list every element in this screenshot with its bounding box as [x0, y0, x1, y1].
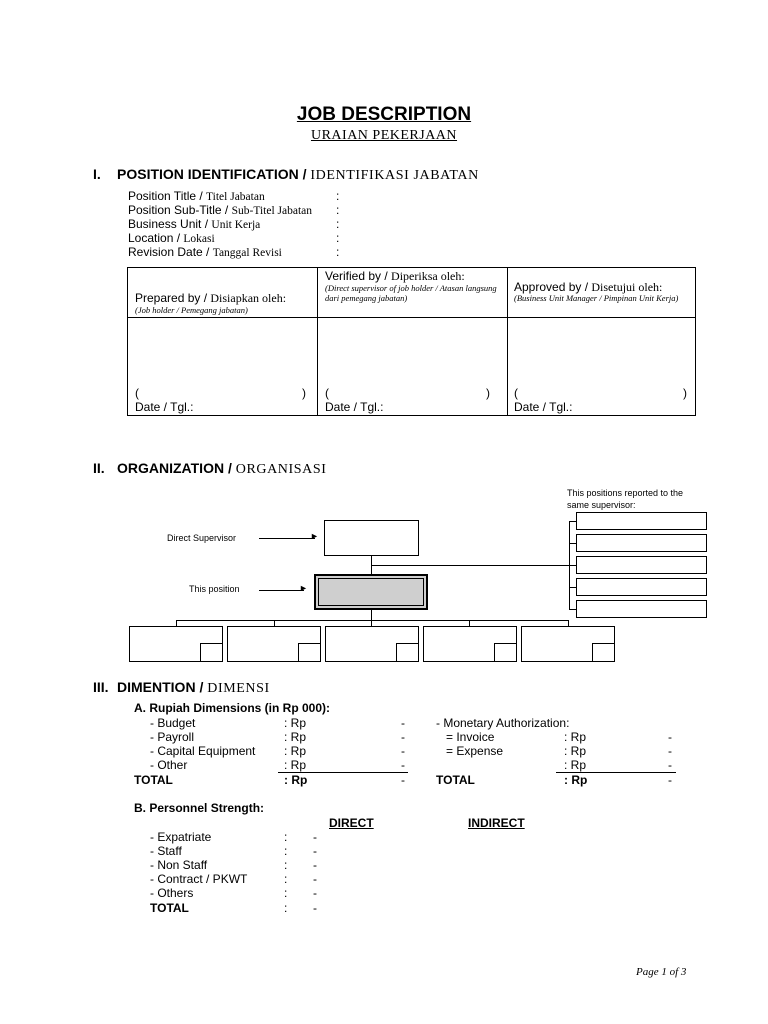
signature-prepared — [128, 268, 318, 415]
peer-box — [576, 600, 707, 618]
rupiah-rp: : Rp — [564, 730, 587, 744]
rupiah-label: - Other — [150, 758, 188, 772]
subordinate-box — [227, 626, 321, 662]
position-field-colons — [336, 189, 339, 259]
open-paren: ( — [514, 386, 518, 400]
subordinate-box — [325, 626, 419, 662]
prepared-sublabel: (Job holder / Pemegang jabatan) — [135, 305, 248, 315]
rupiah-total-rp: : Rp — [284, 773, 308, 787]
position-fields — [128, 189, 312, 259]
section-1-number: I. — [93, 166, 101, 182]
field-row: Position Sub-Title / Sub-Titel Jabatan — [128, 203, 313, 217]
date-label: Date / Tgl.: — [514, 400, 573, 414]
verified-sublabel: (Direct supervisor of job holder / Atasan langsung dari pemegang jabatan) — [325, 283, 497, 303]
rupiah-rp: : Rp — [564, 758, 587, 772]
field-colon: : — [336, 231, 340, 245]
personnel-total-label: TOTAL — [150, 901, 189, 915]
supervisor-arrow-line — [259, 538, 315, 539]
connector-line — [371, 565, 570, 566]
document-subtitle: URAIAN PEKERJAAN — [310, 128, 458, 143]
supervisor-box — [324, 520, 419, 556]
rupiah-value: - — [401, 758, 405, 772]
this-position-label: This position — [189, 584, 240, 594]
subordinate-count-box — [592, 643, 615, 662]
personnel-total-colon: : — [284, 901, 288, 915]
field-row: Business Unit / Unit Kerja — [128, 217, 261, 231]
field-colon: : — [336, 203, 340, 217]
rupiah-heading: A. Rupiah Dimensions (in Rp 000): — [134, 701, 331, 715]
connector-line — [569, 565, 576, 566]
subordinate-count-box — [396, 643, 419, 662]
close-paren: ) — [683, 386, 687, 400]
this-position-box — [314, 574, 428, 610]
rupiah-value: - — [401, 744, 405, 758]
rupiah-label: = Expense — [446, 744, 504, 758]
direct-supervisor-label: Direct Supervisor — [167, 533, 237, 543]
open-paren: ( — [135, 386, 139, 400]
peer-box — [576, 578, 707, 596]
subordinate-count-box — [298, 643, 321, 662]
personnel-colon: : — [284, 844, 288, 858]
signature-approved — [508, 268, 695, 415]
document-title: JOB DESCRIPTION — [296, 104, 472, 125]
connector-line — [569, 543, 576, 544]
field-row: Location / Lokasi — [128, 231, 215, 245]
rupiah-total-value: - — [401, 773, 405, 787]
rupiah-total-label: TOTAL — [134, 773, 173, 787]
personnel-heading: B. Personnel Strength: — [134, 801, 265, 815]
rupiah-total-value: - — [668, 773, 672, 787]
section-2-title-en: ORGANIZATION / — [117, 460, 232, 476]
indirect-column-header: INDIRECT — [468, 816, 525, 830]
connector-line — [569, 521, 576, 522]
personnel-value: - — [313, 858, 317, 872]
personnel-value: - — [313, 830, 317, 844]
rupiah-label: - Budget — [150, 716, 196, 730]
field-colon: : — [336, 245, 340, 259]
approved-sublabel: (Business Unit Manager / Pimpinan Unit Kerja) — [514, 293, 679, 303]
field-colon: : — [336, 217, 340, 231]
page-number: Page 1 of 3 — [636, 966, 687, 978]
subordinate-box — [521, 626, 615, 662]
field-row: Revision Date / Tanggal Revisi — [128, 245, 282, 259]
section-1-title-id: IDENTIFIKASI JABATAN — [310, 168, 479, 183]
rupiah-total-label: TOTAL — [436, 773, 475, 787]
section-2-title-id: ORGANISASI — [235, 462, 327, 477]
section-3-number: III. — [93, 679, 109, 695]
verified-label: Verified by / Diperiksa oleh: — [325, 269, 465, 283]
peer-box — [576, 512, 707, 530]
monetary-authorization-label: - Monetary Authorization: — [436, 716, 570, 730]
rupiah-value: - — [668, 758, 672, 772]
personnel-colon: : — [284, 872, 288, 886]
section-1-title-en: POSITION IDENTIFICATION / — [117, 166, 307, 182]
arrow-right-icon: ► — [310, 531, 319, 541]
section-3-heading — [93, 679, 270, 697]
prepared-label: Prepared by / Disiapkan oleh: — [135, 291, 287, 305]
open-paren: ( — [325, 386, 329, 400]
date-label: Date / Tgl.: — [135, 400, 194, 414]
close-paren: ) — [302, 386, 306, 400]
field-row: Position Title / Titel Jabatan — [128, 189, 265, 203]
section-3-title-en: DIMENTION / — [117, 679, 204, 695]
personnel-label: - Others — [150, 886, 194, 900]
section-2-number: II. — [93, 460, 105, 476]
personnel-value: - — [313, 872, 317, 886]
date-label: Date / Tgl.: — [325, 400, 384, 414]
peer-box — [576, 556, 707, 574]
subordinate-box — [423, 626, 517, 662]
personnel-label: - Contract / PKWT — [150, 872, 248, 886]
section-1-heading — [93, 166, 479, 184]
personnel-label: - Staff — [150, 844, 182, 858]
personnel-colon: : — [284, 886, 288, 900]
approved-label: Approved by / Disetujui oleh: — [514, 280, 663, 294]
rupiah-rp: : Rp — [284, 716, 307, 730]
rupiah-rp: : Rp — [284, 758, 307, 772]
rupiah-rp: : Rp — [284, 730, 307, 744]
subordinate-count-box — [200, 643, 223, 662]
subordinate-box — [129, 626, 223, 662]
rupiah-value: - — [668, 730, 672, 744]
personnel-label: - Non Staff — [150, 858, 208, 872]
close-paren: ) — [486, 386, 490, 400]
rupiah-rp: : Rp — [284, 744, 307, 758]
signature-table — [127, 267, 696, 416]
rupiah-total-rp: : Rp — [564, 773, 588, 787]
personnel-label: - Expatriate — [150, 830, 212, 844]
rupiah-label: - Payroll — [150, 730, 195, 744]
rupiah-value: - — [401, 730, 405, 744]
personnel-value: - — [313, 844, 317, 858]
field-colon: : — [336, 189, 340, 203]
rupiah-label: = Invoice — [446, 730, 495, 744]
connector-line — [176, 620, 569, 621]
personnel-colon: : — [284, 830, 288, 844]
personnel-total-value: - — [313, 901, 317, 915]
connector-line — [569, 587, 576, 588]
rupiah-value: - — [668, 744, 672, 758]
position-arrow-line — [259, 590, 304, 591]
personnel-colon: : — [284, 858, 288, 872]
arrow-right-icon: ► — [299, 583, 308, 593]
personnel-value: - — [313, 886, 317, 900]
signature-verified — [318, 268, 508, 415]
direct-column-header: DIRECT — [329, 816, 374, 830]
peer-box — [576, 534, 707, 552]
connector-line — [569, 609, 576, 610]
connector-line — [371, 610, 372, 626]
section-2-heading — [93, 460, 327, 478]
section-3-title-id: DIMENSI — [207, 681, 270, 696]
peers-label: This positions reported to the same supervisor: — [567, 488, 684, 510]
rupiah-label: - Capital Equipment — [150, 744, 256, 758]
rupiah-rp: : Rp — [564, 744, 587, 758]
rupiah-value: - — [401, 716, 405, 730]
subordinate-count-box — [494, 643, 517, 662]
